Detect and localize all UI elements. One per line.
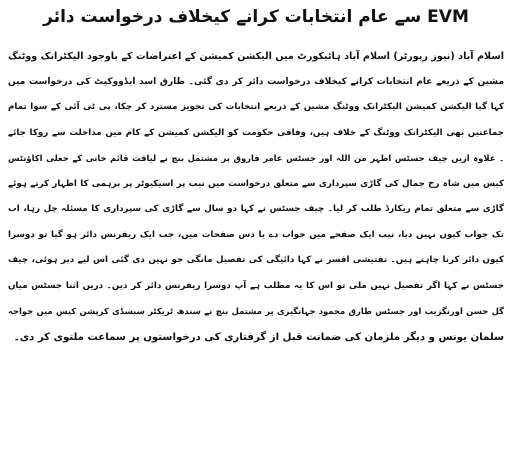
article-line: گاڑی سے متعلق تمام ریکارڈ طلب کر لیا۔ چیف جسٹس نے کہا دو سال سے گاڑی کی سپرداری کا مسئلہ چل رہا، اب bbox=[8, 204, 504, 214]
article-line: ۔ علاوہ ازیں چیف جسٹس اطہر من اللہ اور جسٹس عامر فاروق پر مشتمل بنچ نے لیاقت قائم خانی کے جعلی اکاؤنٹس bbox=[8, 153, 504, 163]
article-line: اسلام آباد (نیوز رپورٹر) اسلام آباد ہائیکورٹ میں الیکشن کمیشن کے اعتراضات کے باوجود الیکٹرانک ووٹنگ bbox=[8, 51, 504, 62]
article-line: کہا گیا الیکشن کمیشن الیکٹرانک ووٹنگ مشین کے ذریعے انتخابات کی تجویز مسترد کر چکا، پی ٹی آئی کے سوا تمام bbox=[8, 102, 504, 112]
article-line: جماعتیں بھی الیکٹرانک ووٹنگ کے خلاف ہیں، وفاقی حکومت کو الیکشن کمیشن کے کام میں مداخلت سے روکا جائے bbox=[8, 127, 504, 138]
article-line: کیوں دائر کرنا چاہتے ہیں۔ تفتیشی افسر نے کہا دائیگی کی تفصیل مانگی جو نہیں دی گئی اس لیے دیر ہوئی، چیف bbox=[8, 255, 504, 265]
article-line: کیس میں شاہ رخ جمال کی گاڑی سپرداری سے متعلق درخواست میں نیب پر اسیکیوٹر پر برہمی کا اظہار کرتے ہوئے bbox=[8, 178, 504, 189]
article-line: جسٹس نے کہا اگر تفصیل نہیں ملی تو اس کا یہ مطلب ہے آپ دوسرا ریفرنس دائر کر دیں۔ دریں اثنا جسٹس میاں bbox=[8, 280, 504, 291]
article-line: گل حسن اورنگزیب اور جسٹس طارق محمود جہانگیری پر مشتمل بنچ نے سندھ ٹریکٹر سبسڈی کرپشن کیس میں خواجہ bbox=[8, 306, 504, 316]
article-line: تک جواب کیوں نہیں دیا، نیب ایک صفحے میں جواب دے یا دس صفحات میں، جب ایک ریفرنس دائر ہو گیا تو دوسرا bbox=[8, 229, 504, 240]
article-line: سلمان یونس و دیگر ملزمان کی ضمانت قبل از گرفتاری کی درخواستوں پر سماعت ملتوی کر دی۔ bbox=[13, 331, 504, 343]
article-line: مشین کے ذریعے عام انتخابات کرانے کیخلاف درخواست دائر کر دی گئی۔ طارق اسد ایڈووکیٹ کی درخواست میں bbox=[8, 76, 504, 87]
article-body bbox=[8, 44, 504, 350]
article-headline: EVM سے عام انتخابات کرانے کیخلاف درخواست دائر bbox=[43, 7, 469, 27]
